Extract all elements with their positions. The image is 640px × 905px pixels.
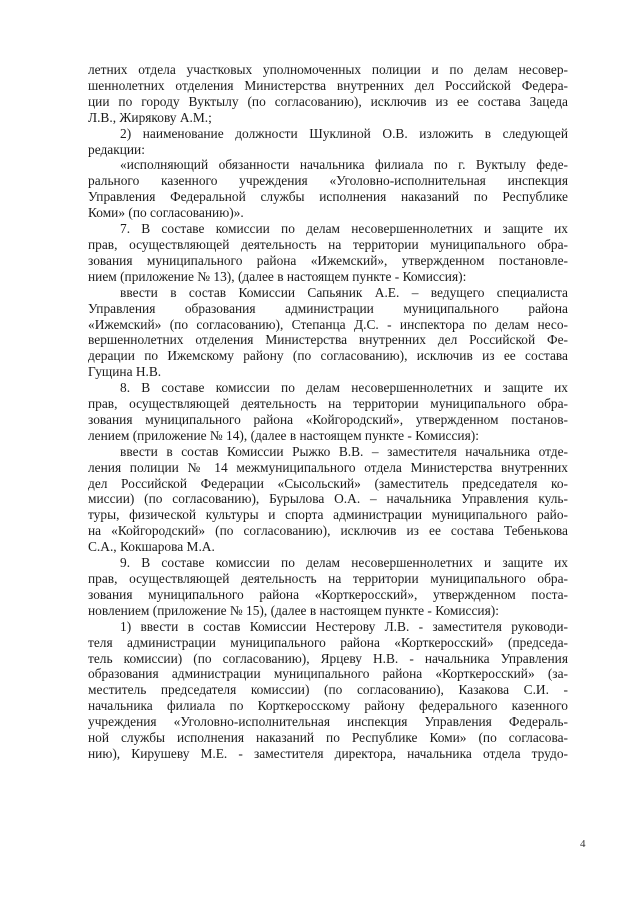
text-line: зования муниципального района «Корткеросский», утвержденном поста- (88, 586, 568, 602)
text-line: шеннолетних отделения Министерства внутренних дел Российской Федера- (88, 77, 568, 93)
text-line: 2) наименование должности Шуклиной О.В. изложить в следующей (120, 125, 568, 141)
text-line: 8. В составе комиссии по делам несовершеннолетних и защите их (120, 380, 568, 396)
text-line: Гущина Н.В. (88, 364, 162, 380)
text-line: нием (приложение № 13), (далее в настоящем пункте - Комиссия): (88, 268, 467, 284)
text-line: 1) ввести в состав Комиссии Нестерову Л.В. - заместителя руководи- (120, 618, 568, 634)
text-line: новлением (приложение № 15), (далее в настоящем пункте - Комиссия): (88, 602, 499, 618)
text-line: вершеннолетних отделения Министерства внутренних дел Российской Фе- (88, 332, 568, 348)
text-line: ции по городу Вуктылу (по согласованию), исключив из ее состава Зацеда (88, 93, 568, 109)
paragraph (88, 157, 568, 221)
text-line: начальника филиала по Корткеросскому району федерального казенного (88, 698, 568, 714)
text-line: миссии) (по согласованию), Бурылова О.А. – начальника Управления куль- (88, 491, 568, 507)
text-line: Л.В., Жирякову А.М.; (88, 109, 212, 125)
text-line: зования муниципального района «Койгородский», утвержденном постанов- (88, 411, 568, 427)
text-line: учреждения «Уголовно-исполнительная инспекция Управления Федераль- (88, 714, 568, 730)
paragraph (88, 619, 568, 762)
text-line: редакции: (88, 141, 145, 157)
text-line: ной службы исполнения наказаний по Республике Коми» (по согласова- (88, 730, 568, 746)
text-line: рального казенного учреждения «Уголовно-исполнительная инспекция (88, 173, 568, 189)
paragraph (88, 555, 568, 619)
text-line: «исполняющий обязанности начальника филиала по г. Вуктылу феде- (120, 157, 568, 173)
paragraph (88, 62, 568, 126)
text-line: меститель председателя комиссии) (по согласованию), Казакова С.И. - (88, 682, 568, 698)
text-line: образования администрации муниципального района «Корткеросский» (за- (88, 666, 568, 682)
text-line: зования муниципального района «Ижемский», утвержденном постановле- (88, 252, 568, 268)
text-line: прав, осуществляющей деятельность на территории муниципального обра- (88, 571, 568, 586)
paragraph (88, 285, 568, 380)
text-line: 7. В составе комиссии по делам несовершеннолетних и защите их (120, 221, 568, 237)
text-line: Управления образования администрации муниципального района (88, 300, 568, 316)
text-line: дерации по Ижемскому району (по согласованию), исключив из ее состава (88, 348, 568, 364)
text-line: С.А., Кокшарова М.А. (88, 539, 215, 555)
text-line: ввести в состав Комиссии Сапьяник А.Е. – ведущего специалиста (120, 284, 568, 300)
paragraph (88, 126, 568, 158)
text-line: прав, осуществляющей деятельность на территории муниципального обра- (88, 236, 568, 252)
document-body (88, 62, 568, 762)
text-line: нию), Кирушеву М.Е. - заместителя директора, начальника отдела трудо- (88, 745, 568, 761)
paragraph (88, 380, 568, 444)
text-line: ввести в состав Комиссии Рыжко В.В. – заместителя начальника отде- (120, 443, 568, 459)
paragraph (88, 221, 568, 285)
page-number: 4 (580, 838, 586, 850)
text-line: летних отдела участковых уполномоченных полиции и по делам несовер- (88, 62, 568, 77)
paragraph (88, 444, 568, 555)
text-line: «Ижемский» (по согласованию), Степанца Д.С. - инспектора по делам несо- (88, 316, 568, 332)
text-line: лением (приложение № 14), (далее в настоящем пункте - Комиссия): (88, 427, 479, 443)
text-line: ления полиции № 14 межмуниципального отдела Министерства внутренних (88, 459, 568, 475)
text-line: дел Российской Федерации «Сысольский» (заместитель председателя ко- (88, 475, 568, 491)
text-line: прав, осуществляющей деятельность на территории муниципального обра- (88, 396, 568, 412)
text-line: Коми» (по согласованию)». (88, 205, 244, 221)
text-line: тель комиссии) (по согласованию), Ярцеву Н.В. - начальника Управления (88, 650, 568, 666)
text-line: теля администрации муниципального района «Корткеросский» (председа- (88, 634, 568, 650)
text-line: 9. В составе комиссии по делам несовершеннолетних и защите их (120, 555, 568, 571)
text-line: Управления Федеральной службы исполнения наказаний по Республике (88, 189, 568, 205)
text-line: туры, физической культуры и спорта администрации муниципального райо- (88, 507, 568, 523)
text-line: на «Койгородский» (по согласованию), исключив из ее состава Тебенькова (88, 523, 568, 539)
